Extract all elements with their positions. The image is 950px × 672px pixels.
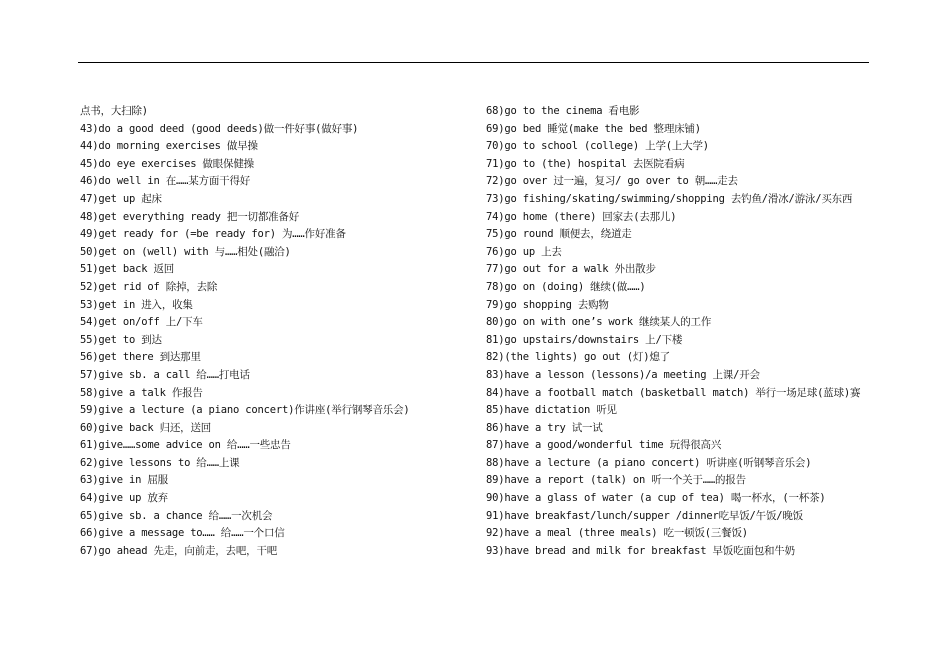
phrase-line: 56)get there 到达那里 <box>80 351 201 364</box>
phrase-line: 74)go home (there) 回家去(去那儿) <box>486 210 677 223</box>
phrase-line: 61)give……some advice on 给……一些忠告 <box>80 439 291 452</box>
phrase-line: 68)go to the cinema 看电影 <box>486 105 640 117</box>
phrase-line: 49)get ready for (=be ready for) 为……作好准备 <box>80 228 346 241</box>
phrase-line: 44)do morning exercises 做早操 <box>80 140 258 153</box>
phrase-line: 46)do well in 在……某方面干得好 <box>80 175 251 188</box>
phrase-line: 91)have breakfast/lunch/supper /dinner吃早饭/午饭/晚饭 <box>486 509 803 522</box>
phrase-line: 54)get on/off 上/下车 <box>80 316 203 329</box>
phrase-line: 83)have a lesson (lessons)/a meeting 上课/开会 <box>486 368 760 381</box>
phrase-line: 58)give a talk 作报告 <box>80 386 203 399</box>
left-column <box>80 103 480 560</box>
phrase-line: 92)have a meal (three meals) 吃一顿饭(三餐饭) <box>486 527 748 540</box>
phrase-line: 点书，大扫除) <box>80 105 148 117</box>
phrase-line: 86)have a try 试一试 <box>486 421 603 434</box>
phrase-line: 64)give up 放弃 <box>80 492 168 505</box>
phrase-line: 84)have a football match (basketball match) 举行一场足球(蓝球)赛 <box>486 386 861 399</box>
phrase-line: 79)go shopping 去购物 <box>486 298 609 311</box>
phrase-line: 55)get to 到达 <box>80 333 162 346</box>
phrase-line: 69)go bed 睡觉(make the bed 整理床铺) <box>486 122 701 135</box>
phrase-line: 60)give back 归还，送回 <box>80 421 212 434</box>
phrase-line: 73)go fishing/skating/swimming/shopping 去钓鱼/滑冰/游泳/买东西 <box>486 192 853 205</box>
phrase-line: 71)go to (the) hospital 去医院看病 <box>486 157 685 170</box>
phrase-line: 52)get rid of 除掉，去除 <box>80 280 218 293</box>
phrase-line: 82)(the lights) go out (灯)熄了 <box>486 351 670 364</box>
phrase-line: 50)get on (well) with 与……相处(融洽) <box>80 245 291 258</box>
phrase-line: 88)have a lecture (a piano concert) 听讲座(听钢琴音乐会) <box>486 456 812 469</box>
phrase-line: 77)go out for a walk 外出散步 <box>486 263 656 276</box>
phrase-line: 87)have a good/wonderful time 玩得很高兴 <box>486 439 722 452</box>
phrase-line: 43)do a good deed (good deeds)做一件好事(做好事) <box>80 122 359 135</box>
phrase-line: 76)go up 上去 <box>486 245 562 258</box>
phrase-line: 53)get in 进入，收集 <box>80 298 193 311</box>
phrase-line: 89)have a report (talk) on 听一个关于……的报告 <box>486 474 746 487</box>
phrase-line: 75)go round 顺便去，绕道走 <box>486 228 632 241</box>
phrase-line: 62)give lessons to 给……上课 <box>80 456 240 469</box>
phrase-line: 85)have dictation 听见 <box>486 404 617 417</box>
phrase-line: 81)go upstairs/downstairs 上/下楼 <box>486 333 683 346</box>
phrase-line: 90)have a glass of water (a cup of tea) 喝一杯水，(一杯茶) <box>486 492 826 505</box>
phrase-line: 63)give in 屈服 <box>80 474 168 487</box>
phrase-line: 72)go over 过一遍，复习/ go over to 朝……走去 <box>486 175 738 188</box>
phrase-line: 66)give a message to…… 给……一个口信 <box>80 527 285 540</box>
phrase-line: 45)do eye exercises 做眼保健操 <box>80 157 254 170</box>
phrase-line: 67)go ahead 先走，向前走，去吧，干吧 <box>80 544 278 557</box>
phrase-line: 57)give sb. a call 给……打电话 <box>80 368 250 381</box>
right-column <box>486 103 876 560</box>
header-rule <box>78 62 869 63</box>
phrase-line: 70)go to school (college) 上学(上大学) <box>486 140 709 153</box>
phrase-line: 47)get up 起床 <box>80 192 162 205</box>
phrase-line: 78)go on (doing) 继续(做……) <box>486 280 646 293</box>
phrase-line: 80)go on with one’s work 继续某人的工作 <box>486 316 712 329</box>
phrase-line: 93)have bread and milk for breakfast 早饭吃面包和牛奶 <box>486 544 795 557</box>
phrase-line: 65)give sb. a chance 给……一次机会 <box>80 509 273 522</box>
phrase-line: 59)give a lecture (a piano concert)作讲座(举行钢琴音乐会) <box>80 404 410 417</box>
phrase-line: 51)get back 返回 <box>80 263 175 276</box>
phrase-line: 48)get everything ready 把一切都准备好 <box>80 210 300 223</box>
